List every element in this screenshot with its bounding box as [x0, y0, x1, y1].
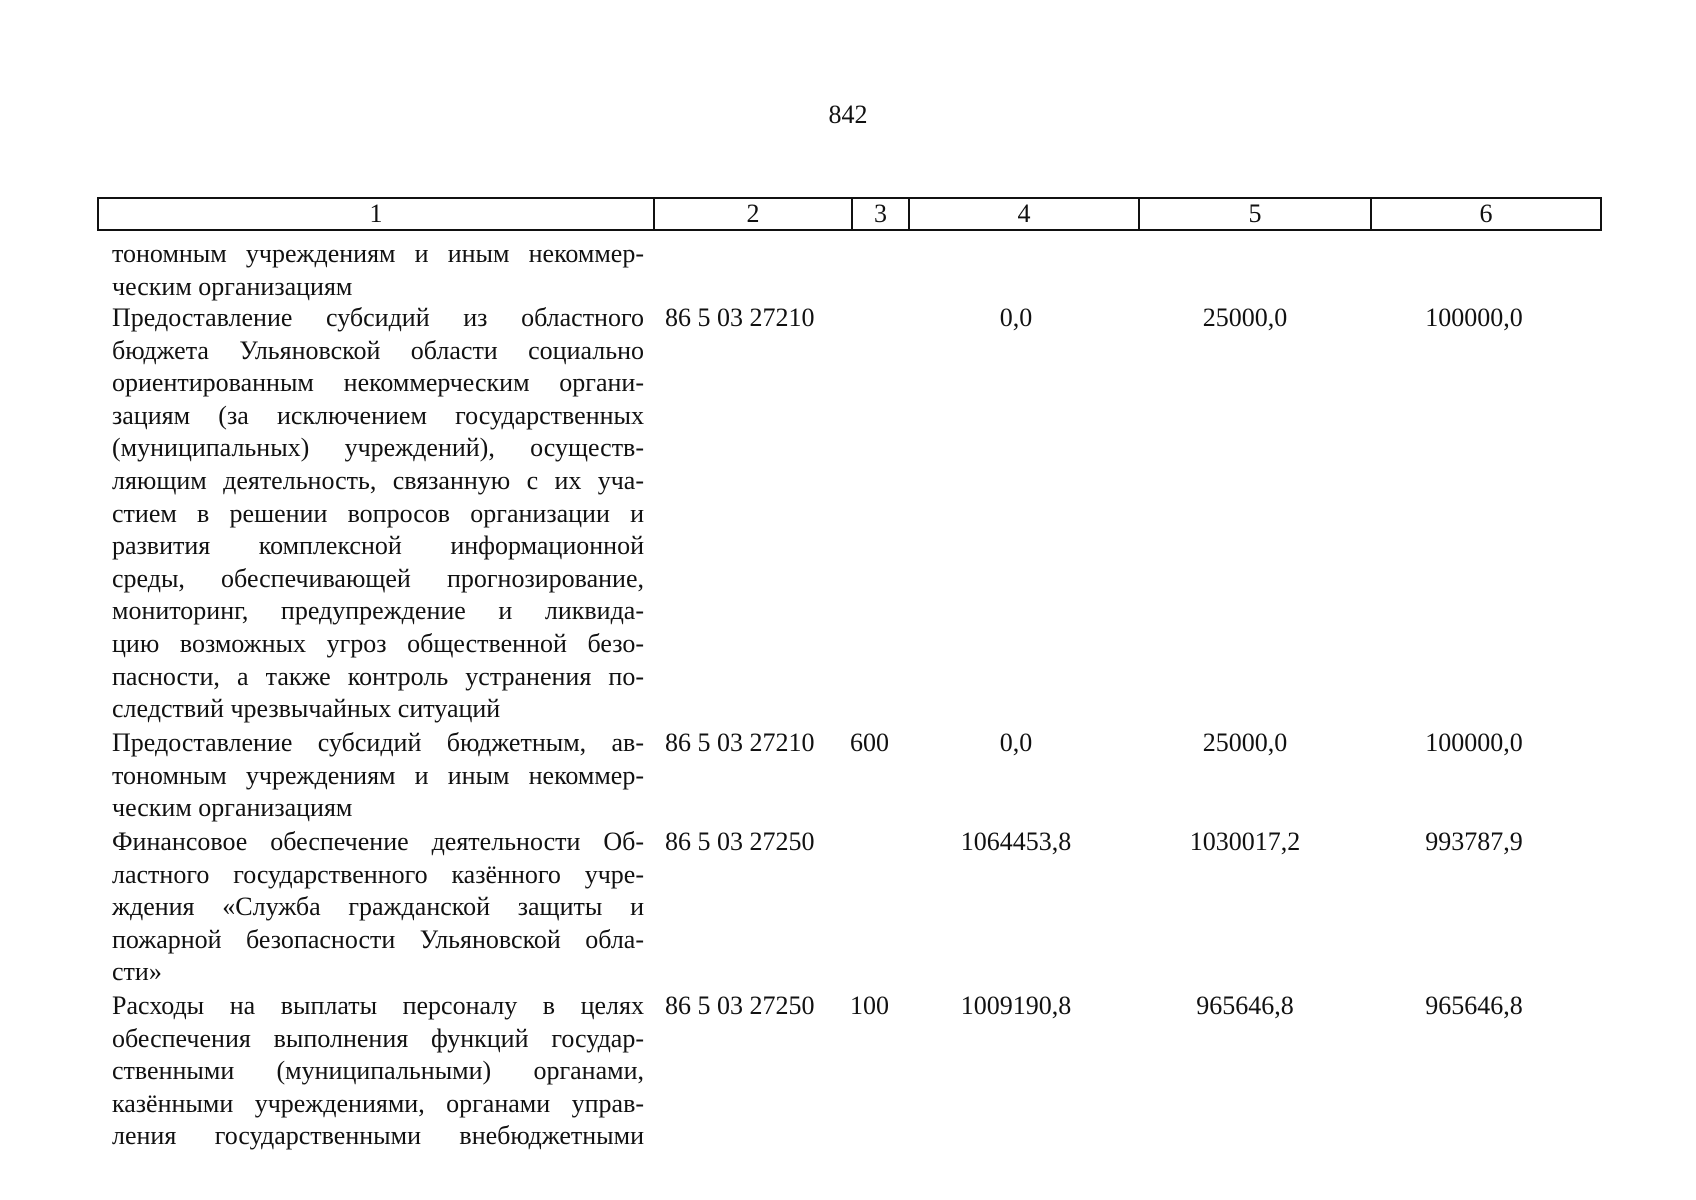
description-line: тономным учреждениям и иным некоммер-: [112, 760, 644, 790]
description-line: ляющим деятельность, связанную с их уча-: [112, 465, 644, 495]
expense-type: 600: [850, 728, 889, 757]
budget-code: 86 5 03 27250: [665, 827, 815, 856]
page-number: 842: [828, 100, 868, 129]
row-description: [112, 302, 644, 726]
description-line: развития комплексной информационной: [112, 531, 644, 561]
description-line: пожарной безопасности Ульяновской обла-: [112, 924, 644, 954]
value-col4: 0,0: [999, 303, 1033, 332]
description-line: тономным учреждениям и иным некоммер-: [112, 239, 644, 268]
description-line: среды, обеспечивающей прогнозирование,: [112, 563, 644, 593]
description-line: бюджета Ульяновской области социально: [112, 335, 644, 365]
description-line: ластного государственного казённого учре-: [112, 859, 644, 889]
value-col5: 1030017,2: [1189, 827, 1301, 856]
value-col4: 1009190,8: [960, 991, 1072, 1020]
description-line: Финансовое обеспечение деятельности Об-: [112, 827, 644, 856]
description-line: зациям (за исключением государственных: [112, 400, 644, 430]
description-line: стием в решении вопросов организации и: [112, 498, 644, 528]
description-line: (муниципальных) учреждений), осуществ-: [112, 433, 644, 463]
budget-code: 86 5 03 27210: [665, 728, 815, 757]
description-line: ческим организациям: [112, 793, 353, 823]
description-line: Предоставление субсидий из областного: [112, 303, 644, 332]
value-col6: 100000,0: [1425, 728, 1523, 757]
column-header-row: [98, 198, 1601, 230]
description-line: ческим организациям: [112, 271, 353, 301]
value-col5: 25000,0: [1202, 303, 1288, 332]
description-line: сти»: [112, 957, 162, 987]
row-description: [112, 238, 644, 303]
description-line: ждения «Служба гражданской защиты и: [112, 892, 644, 922]
description-line: ления государственными внебюджетными: [112, 1121, 644, 1151]
column-header-6: 6: [1371, 198, 1601, 230]
expense-type: 100: [850, 991, 889, 1020]
description-line: ственными (муниципальными) органами,: [112, 1056, 644, 1086]
description-line: мониторинг, предупреждение и ликвида-: [112, 596, 644, 626]
column-header-5: 5: [1139, 198, 1371, 230]
value-col4: 0,0: [999, 728, 1033, 757]
description-line: казёнными учреждениями, органами управ-: [112, 1088, 644, 1118]
column-header-table: [97, 197, 1602, 231]
column-header-2: 2: [654, 198, 852, 230]
column-header-3: 3: [852, 198, 909, 230]
value-col6: 965646,8: [1425, 991, 1523, 1020]
description-line: обеспечения выполнения функций государ-: [112, 1023, 644, 1053]
description-line: цию возможных угроз общественной безо-: [112, 628, 644, 658]
description-line: ориентированным некоммерческим органи-: [112, 368, 644, 398]
row-description: [112, 990, 644, 1153]
column-header-1: 1: [98, 198, 654, 230]
description-line: пасности, а также контроль устранения по-: [112, 661, 644, 691]
description-line: следствий чрезвычайных ситуаций: [112, 694, 501, 724]
value-col4: 1064453,8: [960, 827, 1072, 856]
budget-code: 86 5 03 27250: [665, 991, 815, 1020]
value-col6: 100000,0: [1425, 303, 1523, 332]
description-line: Предоставление субсидий бюджетным, ав-: [112, 728, 644, 757]
row-description: [112, 727, 644, 825]
column-header-4: 4: [909, 198, 1139, 230]
value-col5: 25000,0: [1202, 728, 1288, 757]
description-line: Расходы на выплаты персоналу в целях: [112, 991, 644, 1020]
row-description: [112, 826, 644, 989]
value-col6: 993787,9: [1425, 827, 1523, 856]
budget-code: 86 5 03 27210: [665, 303, 815, 332]
value-col5: 965646,8: [1196, 991, 1294, 1020]
